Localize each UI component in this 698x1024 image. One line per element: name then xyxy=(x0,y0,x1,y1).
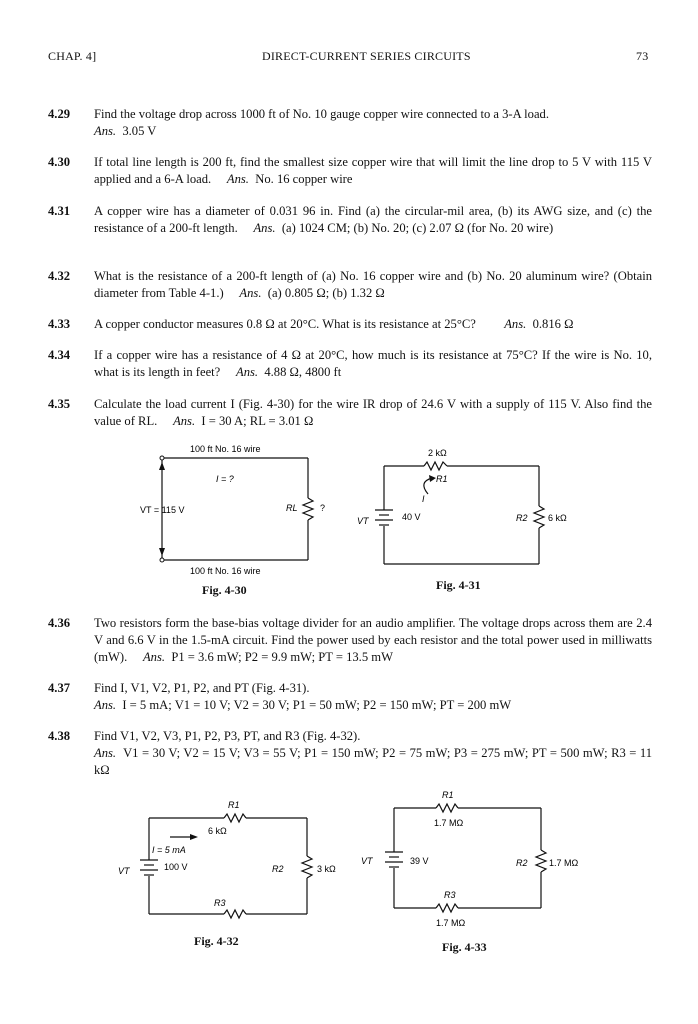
figure-4-33-diagram xyxy=(356,786,582,930)
answer-text: (a) 0.805 Ω; (b) 1.32 Ω xyxy=(267,286,385,300)
problem-4-29 xyxy=(48,106,652,140)
fig31-current-label: I xyxy=(422,494,425,504)
problem-number: 4.30 xyxy=(48,155,71,169)
problem-text: Find V1, V2, V3, P1, P2, P3, PT, and R3 (Fig. 4-32). xyxy=(94,729,361,743)
answer-label: Ans. xyxy=(173,414,196,428)
fig33-r1-value: 1.7 MΩ xyxy=(434,818,464,828)
fig32-r3-label: R3 xyxy=(214,898,226,908)
answer-text: 4.88 Ω, 4800 ft xyxy=(264,365,342,379)
page-number: 73 xyxy=(636,49,649,63)
problem-text: Find I, V1, V2, P1, P2, and PT (Fig. 4-31). xyxy=(94,681,310,695)
problem-4-32 xyxy=(48,268,652,302)
answer-label: Ans. xyxy=(94,698,117,712)
answer-text: V1 = 30 V; V2 = 15 V; V3 = 55 V; P1 = 150 mW; P2 = 75 mW; P3 = 275 mW; PT = 500 mW; R3 = 11 kΩ xyxy=(94,746,653,777)
problem-number: 4.38 xyxy=(48,729,71,743)
fig32-source-label: VT xyxy=(118,866,130,876)
problem-text: Calculate the load current I (Fig. 4-30) for the wire IR drop of 24.6 V with a supply of 115 V. Also find the value of RL. xyxy=(94,397,652,428)
problem-4-33 xyxy=(48,316,652,333)
problem-number: 4.33 xyxy=(48,317,71,331)
answer-label: Ans. xyxy=(504,317,527,331)
answer-label: Ans. xyxy=(94,124,117,138)
fig30-load-value: ? xyxy=(320,503,326,513)
problem-text: A copper conductor measures 0.8 Ω at 20°C. What is its resistance at 25°C? xyxy=(94,317,476,331)
answer-text: I = 5 mA; V1 = 10 V; V2 = 30 V; P1 = 50 mW; P2 = 150 mW; PT = 200 mW xyxy=(122,698,512,712)
problem-4-36 xyxy=(48,615,652,666)
fig32-r2-value: 3 kΩ xyxy=(317,864,336,874)
fig31-r2-value: 6 kΩ xyxy=(548,513,567,523)
fig30-bottom-wire-label: 100 ft No. 16 wire xyxy=(190,566,261,576)
fig-4-31-caption: Fig. 4-31 xyxy=(436,578,481,592)
answer-label: Ans. xyxy=(142,650,166,664)
fig33-r3-value: 1.7 MΩ xyxy=(436,918,466,928)
answer-text: I = 30 A; RL = 3.01 Ω xyxy=(201,414,314,428)
chapter-label: CHAP. 4] xyxy=(48,49,97,63)
answer-text: 0.816 Ω xyxy=(532,317,574,331)
fig30-source-label: VT = 115 V xyxy=(140,505,185,515)
answer-label: Ans. xyxy=(253,221,276,235)
problem-text: A copper wire has a diameter of 0.031 96 in. Find (a) the circular-mil area, (b) its AWG size, and (c) the resistance of a 200-ft length. xyxy=(94,204,652,235)
problem-4-38 xyxy=(48,728,652,779)
fig31-r1-value: 2 kΩ xyxy=(428,448,447,458)
fig33-source-label: VT xyxy=(361,856,373,866)
figure-4-31-diagram xyxy=(352,442,572,570)
answer-text: No. 16 copper wire xyxy=(255,172,353,186)
fig32-current-label: I = 5 mA xyxy=(152,845,186,855)
fig-4-33-caption: Fig. 4-33 xyxy=(442,940,487,954)
answer-label: Ans. xyxy=(239,286,262,300)
problem-number: 4.29 xyxy=(48,107,71,121)
answer-label: Ans. xyxy=(94,746,117,760)
answer-text: (a) 1024 CM; (b) No. 20; (c) 2.07 Ω (for No. 20 wire) xyxy=(281,221,554,235)
answer-label: Ans. xyxy=(226,172,249,186)
problem-text: Two resistors form the base-bias voltage divider for an audio amplifier. The voltage drops across them are 2.4 V and 6.6 V in the 1.5-mA circuit. Find the power used by each resistor and the total power used in milliwatts (mW). xyxy=(94,616,652,664)
problem-number: 4.35 xyxy=(48,397,71,411)
fig31-r1-label: R1 xyxy=(436,474,448,484)
fig33-r2-value: 1.7 MΩ xyxy=(549,858,579,868)
problem-number: 4.36 xyxy=(48,616,71,630)
problem-text: If a copper wire has a resistance of 4 Ω at 20°C, how much is its resistance at 75°C? If the wire is No. 10, what is its length in feet? xyxy=(94,348,652,379)
answer-text: 3.05 V xyxy=(122,124,157,138)
fig31-source-value: 40 V xyxy=(402,512,421,522)
fig30-top-wire-label: 100 ft No. 16 wire xyxy=(190,444,261,454)
fig32-r1-label: R1 xyxy=(228,800,240,810)
problem-4-34 xyxy=(48,347,652,381)
problem-text: What is the resistance of a 200-ft length of (a) No. 16 copper wire and (b) No. 20 aluminum wire? (Obtain diameter from Table 4-1.) xyxy=(94,269,652,300)
problem-number: 4.34 xyxy=(48,348,71,362)
fig31-r2-label: R2 xyxy=(516,513,528,523)
problem-number: 4.32 xyxy=(48,269,71,283)
fig33-source-value: 39 V xyxy=(410,856,429,866)
problem-4-30 xyxy=(48,154,652,188)
fig32-source-value: 100 V xyxy=(164,862,188,872)
fig32-r2-label: R2 xyxy=(272,864,284,874)
answer-text: P1 = 3.6 mW; P2 = 9.9 mW; PT = 13.5 mW xyxy=(171,650,393,664)
answer-label: Ans. xyxy=(236,365,259,379)
fig33-r1-label: R1 xyxy=(442,790,454,800)
problem-4-31 xyxy=(48,203,652,237)
fig31-source-label: VT xyxy=(357,516,369,526)
fig33-r3-label: R3 xyxy=(444,890,456,900)
figure-4-30-diagram xyxy=(140,440,340,585)
fig-4-30-caption: Fig. 4-30 xyxy=(202,583,247,597)
problem-text: If total line length is 200 ft, find the smallest size copper wire that will limit the line drop to 5 V with 115 V applied and a 6-A load. xyxy=(94,155,652,186)
problem-number: 4.37 xyxy=(48,681,71,695)
problem-number: 4.31 xyxy=(48,204,71,218)
fig33-r2-label: R2 xyxy=(516,858,528,868)
figure-4-32-diagram xyxy=(112,794,352,924)
problem-4-35 xyxy=(48,396,652,430)
problem-text: Find the voltage drop across 1000 ft of No. 10 gauge copper wire connected to a 3-A load. xyxy=(94,107,549,121)
fig30-load-label: RL xyxy=(286,503,298,513)
fig30-current-label: I = ? xyxy=(216,474,234,484)
problem-4-37 xyxy=(48,680,652,714)
running-title: DIRECT-CURRENT SERIES CIRCUITS xyxy=(262,49,471,63)
fig32-r1-value: 6 kΩ xyxy=(208,826,227,836)
fig-4-32-caption: Fig. 4-32 xyxy=(194,934,239,948)
